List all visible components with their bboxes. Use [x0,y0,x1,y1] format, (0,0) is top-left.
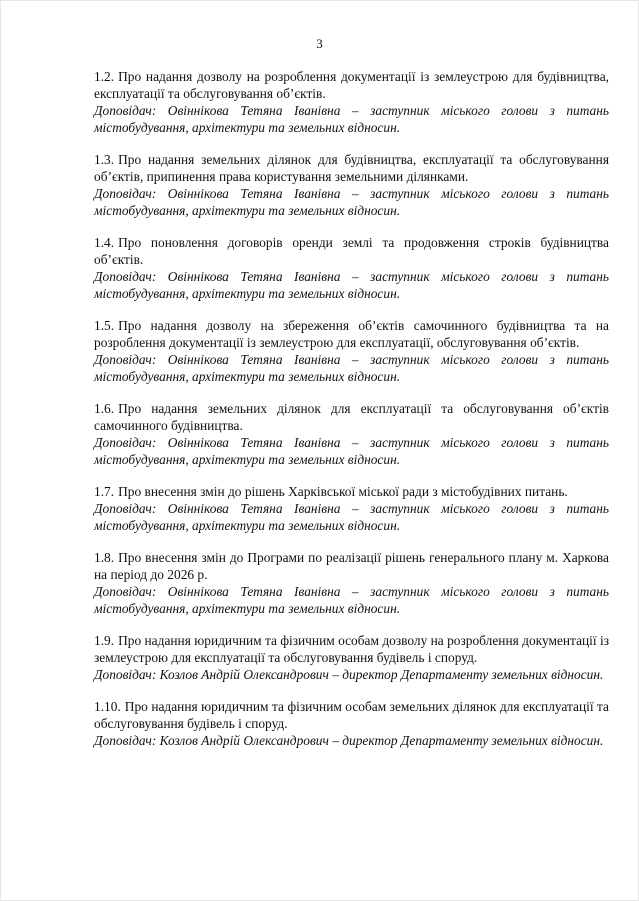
agenda-item-text: Про поновлення договорів оренди землі та продовження строків будівництва об’єктів. [94,235,609,267]
agenda-item-title [94,317,609,351]
agenda-item-number: 1.2. [94,69,115,84]
agenda-item-title [94,632,609,666]
agenda-item [94,632,609,683]
agenda-item-speaker: Доповідач: Овіннікова Тетяна Іванівна – заступник міського голови з питань містобудування, архітектури та земельних відносин. [94,501,609,533]
agenda-item-text: Про надання земельних ділянок для експлуатації та обслуговування об’єктів самочинного будівництва. [94,401,609,433]
agenda-item-text: Про надання юридичним та фізичним особам дозволу на розроблення документації із землеустрою для експлуатації та обслуговування будівель і споруд. [94,633,609,665]
agenda-item-number: 1.8. [94,550,115,565]
agenda-item [94,698,609,749]
agenda-item-number: 1.5. [94,318,115,333]
agenda-item [94,549,609,617]
agenda-item-text: Про надання земельних ділянок для будівництва, експлуатації та обслуговування об’єктів, припинення права користування земельними ділянками. [94,152,609,184]
agenda-item [94,151,609,219]
agenda-item-text: Про надання юридичним та фізичним особам земельних ділянок для експлуатації та обслуговування будівель і споруд. [94,699,609,731]
agenda-list [94,68,609,764]
agenda-item-title [94,151,609,185]
agenda-item-speaker: Доповідач: Овіннікова Тетяна Іванівна – заступник міського голови з питань містобудування, архітектури та земельних відносин. [94,186,609,218]
agenda-item-text: Про надання дозволу на збереження об’єктів самочинного будівництва та на розроблення документації із землеустрою для експлуатації, обслуговування об’єктів. [94,318,609,350]
agenda-item [94,234,609,302]
agenda-item-text: Про внесення змін до Програми по реалізації рішень генерального плану м. Харкова на період до 2026 р. [94,550,609,582]
agenda-item-text: Про надання дозволу на розроблення документації із землеустрою для будівництва, експлуатації та обслуговування об’єктів. [94,69,609,101]
agenda-item-title [94,400,609,434]
agenda-item-number: 1.6. [94,401,115,416]
agenda-item [94,68,609,136]
agenda-item [94,400,609,468]
agenda-item-title [94,483,609,500]
agenda-item-title [94,698,609,732]
agenda-item-title [94,234,609,268]
agenda-item-speaker: Доповідач: Овіннікова Тетяна Іванівна – заступник міського голови з питань містобудування, архітектури та земельних відносин. [94,103,609,135]
agenda-item-speaker: Доповідач: Козлов Андрій Олександрович – директор Департаменту земельних відносин. [94,733,604,748]
agenda-item-text: Про внесення змін до рішень Харківської міської ради з містобудівних питань. [118,484,568,499]
agenda-item-number: 1.7. [94,484,115,499]
agenda-item-speaker: Доповідач: Овіннікова Тетяна Іванівна – заступник міського голови з питань містобудування, архітектури та земельних відносин. [94,435,609,467]
agenda-item [94,483,609,534]
agenda-item-number: 1.10. [94,699,121,714]
agenda-item-speaker: Доповідач: Овіннікова Тетяна Іванівна – заступник міського голови з питань містобудування, архітектури та земельних відносин. [94,584,609,616]
agenda-item-title [94,68,609,102]
agenda-item-number: 1.9. [94,633,115,648]
agenda-item-number: 1.3. [94,152,115,167]
agenda-item-number: 1.4. [94,235,115,250]
agenda-item [94,317,609,385]
agenda-item-speaker: Доповідач: Овіннікова Тетяна Іванівна – заступник міського голови з питань містобудування, архітектури та земельних відносин. [94,352,609,384]
agenda-item-speaker: Доповідач: Овіннікова Тетяна Іванівна – заступник міського голови з питань містобудування, архітектури та земельних відносин. [94,269,609,301]
agenda-item-speaker: Доповідач: Козлов Андрій Олександрович – директор Департаменту земельних відносин. [94,667,604,682]
page-number: 3 [316,36,323,51]
agenda-item-title [94,549,609,583]
